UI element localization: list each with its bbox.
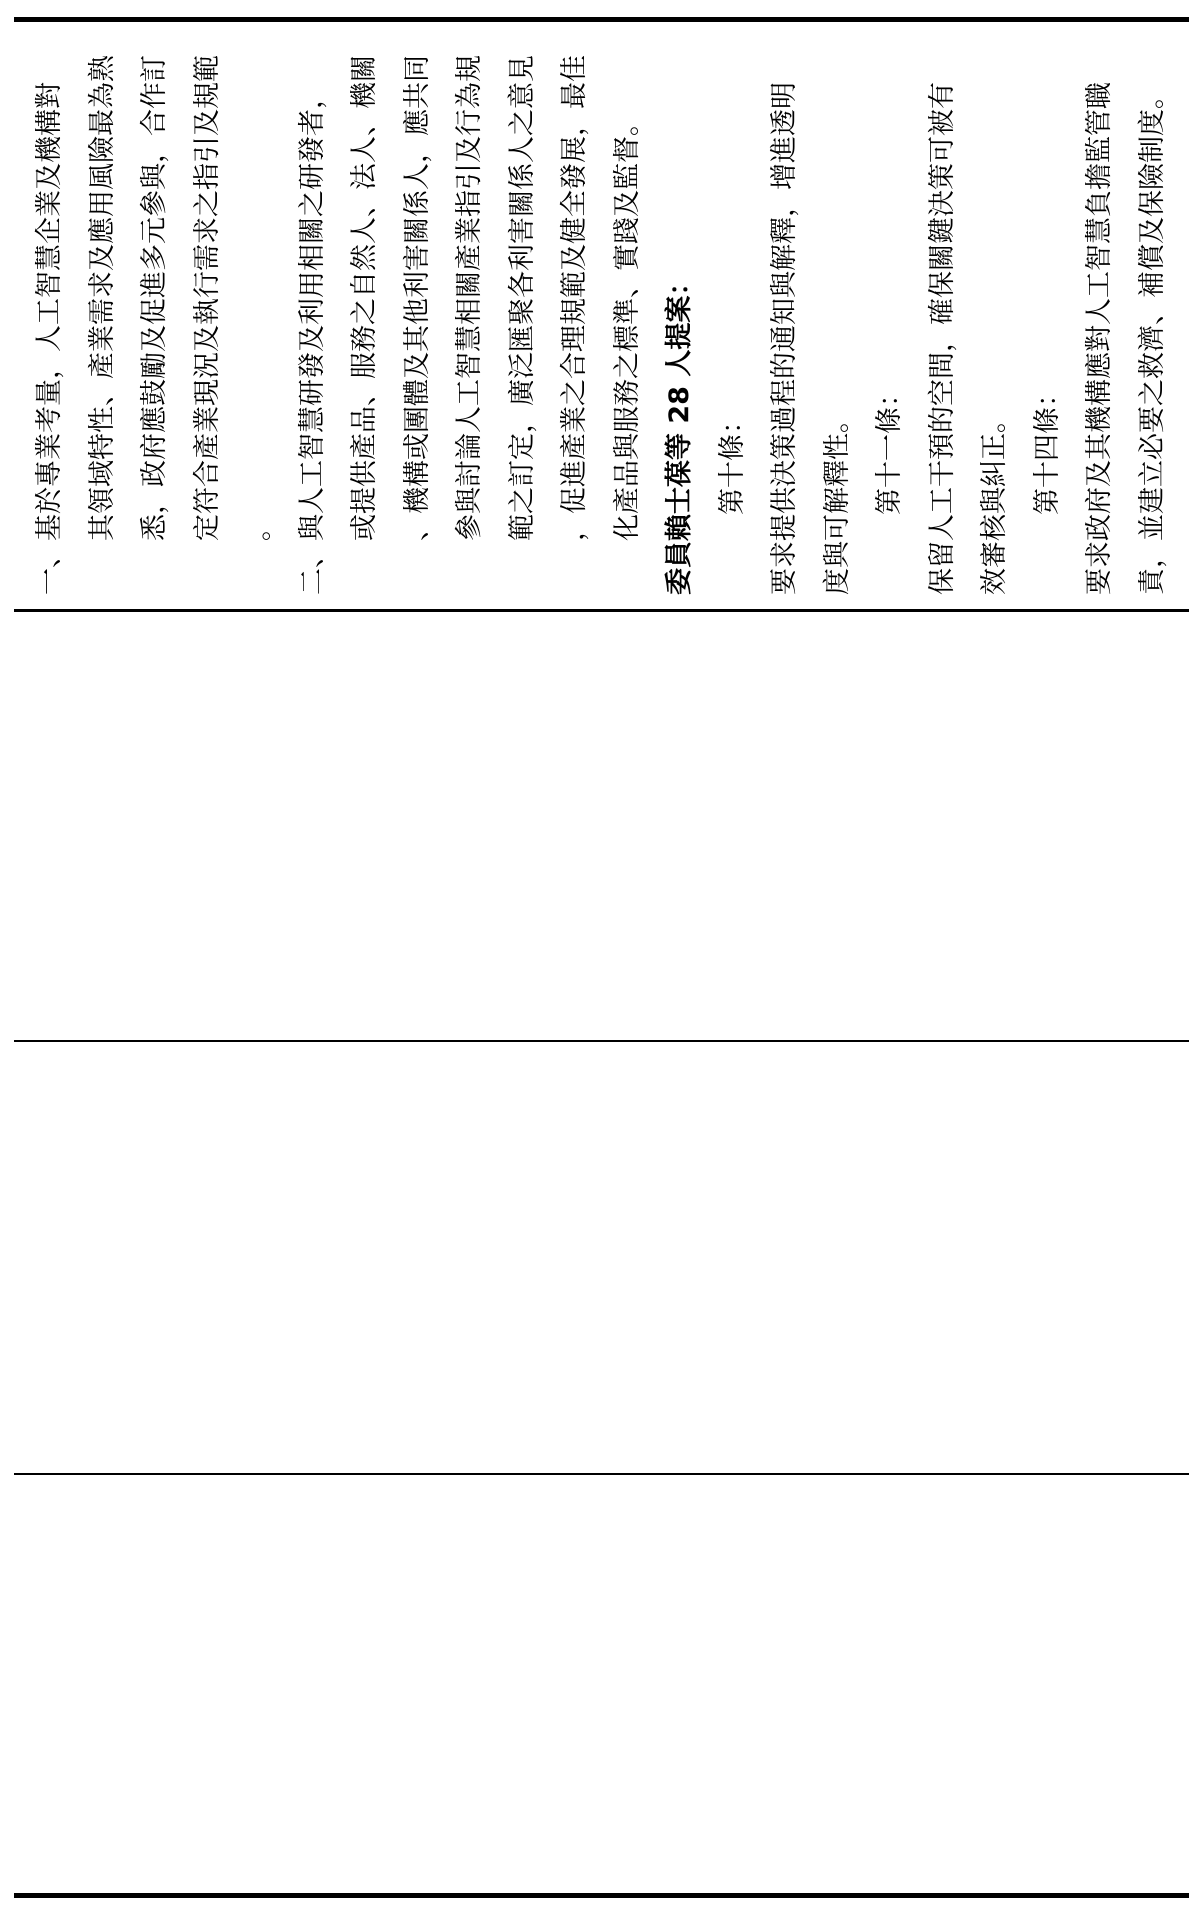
empty-table-cell [14,1475,1189,1893]
text-line: 。 [244,514,275,541]
empty-table-cell [14,1042,1189,1473]
text-line: 效審核與糾正。 [979,406,1010,595]
text-line: 第十四條： [1031,380,1063,515]
table-cell-text [14,22,1189,609]
text-line: 參與討論人工智慧相關產業指引及行為規 [454,55,485,541]
text-line: ，促進產業之合理規範及健全發展，最佳 [559,55,590,541]
text-line: 二、與人工智慧研發及利用相關之研發者， [296,82,328,595]
text-line: 化產品與服務之標準、實踐及監督。 [611,109,643,541]
text-line: 委員賴士葆等 28 人提案： [664,268,695,595]
text-line: 第十條： [716,407,748,515]
vertical-text-block [14,22,1189,609]
text-line: 定符合產業現況及執行需求之指引及規範 [191,55,223,541]
text-line: 悉，政府應鼓勵及促進多元參與，合作訂 [139,55,170,541]
text-line: 要求政府及其機構應對人工智慧負擔監管職 [1084,82,1115,595]
text-line: 責，並建立必要之救濟、補償及保險制度。 [1136,82,1168,595]
text-line: 保留人工干預的空間，確保關鍵決策可被有 [926,82,958,595]
text-line: 其領域特性、產業需求及應用風險最為熟 [86,55,118,541]
table-bottom-rule [14,1893,1189,1898]
text-line: 、機構或團體及其他利害關係人，應共同 [401,55,433,541]
text-line: 一、基於專業考量，人工智慧企業及機構對 [34,82,65,595]
empty-table-cell [14,612,1189,1040]
text-line: 範之訂定，廣泛匯聚各利害關係人之意見 [506,55,538,541]
text-line: 或提供產品、服務之自然人、法人、機關 [349,55,380,541]
text-line: 度與可解釋性。 [821,406,853,595]
text-line: 第十一條： [874,380,905,515]
text-line: 要求提供決策過程的通知與解釋，增進透明 [769,82,800,595]
